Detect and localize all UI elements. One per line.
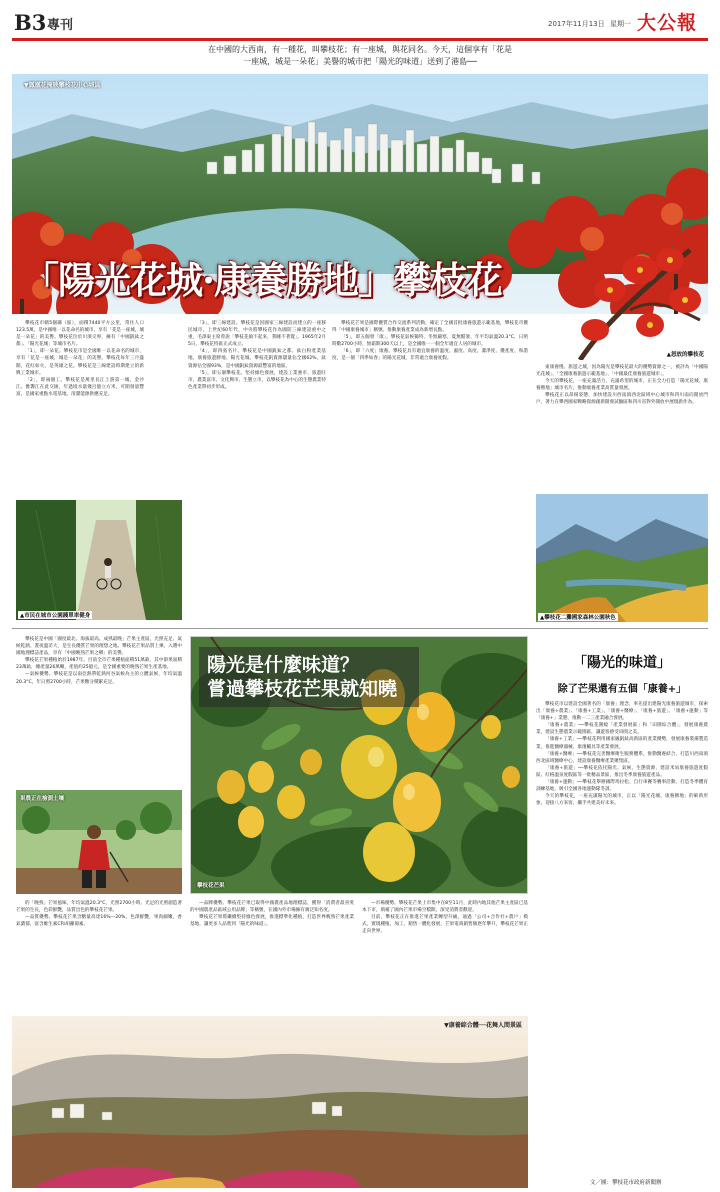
page-number: B3 — [14, 10, 47, 35]
farmer-illustration — [16, 790, 182, 894]
article-paragraph: 今天的攀枝花，一座充滿活力，充滿希望的城市，正在全力打造「陽光花城、康養勝地」城市名片，推動康養產業高質量發展。 — [536, 379, 708, 392]
article-paragraph: 「3」，即三線建設。攀枝花是因國家三線建設而建立的一座移民城市，上世紀60年代，中央將攀枝花作為國防三線建設重中之重，毛澤東主席曾說「攀枝花搞不起來，我睡不著覺」。1965年2月5日，攀枝花特區正式成立。 — [188, 321, 326, 348]
issue-weekday: 星期一 — [610, 20, 631, 28]
town-caption: ▼康養綜合體──花舞人間景區 — [444, 1022, 522, 1029]
article-paragraph: 「2」，即兩個工。攀枝花是萬里長江上游第一城，金沙江、雅礱江在此交匯，年過境水量幾百億立方米，可開發量豐富，是國家重點水電基地，清潔能源供應充足。 — [16, 377, 144, 397]
flower-photo — [570, 230, 708, 360]
sidebar-paragraph: 「康養+運動」──攀枝花舉辦國際馬拉松、自行車賽等賽事活動，打造冬季體育訓練基地，吸引全國各地運動隊冬訓。 — [536, 780, 708, 793]
sidebar-paragraph: 「康養+旅遊」──攀枝花依托陽光、氣候、生態資源，建設米易康養旅遊度假區、紅格溫泉度假區等一批精品景區，推出冬季康養旅遊產品。 — [536, 765, 708, 778]
article-paragraph: 攀枝花芒果是國際優質合作交流系列活動，確定了全國首批康養旅遊示範基地，攀枝花市獲得「中國康養城市」稱號。推動康養產業成為新增長點。 — [332, 321, 528, 334]
article-column-1 — [16, 320, 144, 510]
sidebar-paragraph: 「康養+農業」──攀枝花圍繞「產業發展區」和「田園綜合體」，發展康養農業，建設生態農業示範園區，讓遊客感受田園之美。 — [536, 723, 708, 736]
page-header — [0, 0, 720, 40]
sidebar-paragraph: 攀枝花市以建設全國著名的「康養」理念，率先提出建陽光康養旅遊城市，探索出「康養+農業」、「康養+工業」、「康養+醫療」、「康養+旅遊」、「康養+運動」等「康養+」業態，推動一二三產業融合發展。 — [536, 702, 708, 722]
autumn-park-illustration — [536, 494, 708, 622]
newspaper-logo: 大公報 — [637, 12, 698, 34]
article-paragraph: 「1」，即一朵花。攀枝花市是全國唯一以花命名的城市，享有「花是一座城，城是一朵花」的美譽。攀枝花每年三月盛開，花紅如火，是英雄之花。攀枝花是三線建設時期建立的新興工業城市。 — [16, 349, 144, 376]
farmer-photo — [16, 790, 182, 894]
intro-text — [190, 44, 530, 68]
mango-photo — [190, 636, 528, 894]
hero-caption: ▼鳳凰花掩映攀枝花中心城區 — [24, 82, 101, 89]
article-paragraph: 的「晚熟」芒果風味，年均氣溫20.3°C，光照2700小時。光足的光照創造著芒果的生長，色彩鮮艷，品質出色的攀枝花芒果。 — [16, 901, 182, 914]
sidebar-box — [536, 636, 708, 1192]
article-paragraph: 目前，攀枝花正在推進芒果產業轉型升級，通過「公司+合作社+農戶」模式，實現種植、加工、銷售一體化發展，芒果電商銷售額逐年攀升，攀枝花芒果正走向世界。 — [362, 915, 528, 935]
forest-park-photo — [536, 494, 708, 622]
article-paragraph: 攀枝花芒果種植始於1987年。目前全市芒果種植面積51萬畝，其中掛果面積23萬畝，總產量26萬噸，產值約25億元，是全國重要的晚熟芒果生產基地。 — [16, 658, 182, 671]
intro-line-2: 一座城，城是一朵花」美譽的城市把「陽光的味道」送到了港島── — [243, 57, 477, 66]
mango-article-bottom-3 — [362, 900, 528, 1012]
sidebar-body — [536, 701, 708, 1141]
park-cyclist-illustration — [16, 500, 182, 620]
town-landscape-illustration — [12, 1016, 528, 1188]
sidebar-title: 「陽光的味道」 — [573, 655, 671, 671]
article-paragraph: 攀枝花正以昂揚姿態，加快建設川西南滇西北區域中心城市和四川南向開放門戶，著力在攀西國家戰略資源創新開發試驗區和四川省對外開放中展現新作為。 — [536, 393, 708, 406]
town-landscape-photo — [12, 1016, 528, 1188]
issue-date: 2017年11月13日 — [548, 20, 605, 28]
mango-article-bottom-1 — [16, 900, 182, 1012]
article-paragraph: 攀枝花市轄5個縣（區），面積7440平方公里，常住人口123.5萬，是中國唯一以花命名的城市，享有「花是一座城，城是一朵花」的美譽。攀枝花位於川滇交界，擁有「中國釩鈦之都」、「陽光花城」等城市名片。 — [16, 321, 144, 348]
article-paragraph: 攀枝花芒果將繼續堅持綠色發展，推進標準化種植，打造世界晚熟芒果產業基地，讓更多人品嘗到「陽光的味道」。 — [190, 915, 354, 928]
forest-park-caption: ▲攀枝花二灘國家森林公園秋色 — [540, 615, 616, 621]
article-paragraph: 攀枝花是中國「國度最北、海拔最高、成熟最晚」芒果主產區，光照充足、氣候乾熱、晝夜溫差大，是生長優質芒果的理想之地。攀枝花芒果品質上乘，入選中國地理標誌產品，享有「中國晚熟芒果之鄉」的美譽。 — [16, 637, 182, 657]
cyclist-photo — [16, 500, 182, 620]
kapok-flower-illustration — [570, 230, 708, 360]
cyclist-caption: ▲市民在城市公園踐單車健身 — [20, 613, 91, 619]
article-paragraph: 東康養慢、旅遊之城，因為陽光是攀枝花最大的優勢資源之一，被評為「中國陽光花城」、「全國康養旅遊示範基地」、「中國最佳康養旅遊城市」。 — [536, 365, 708, 378]
photo-credit: 文／圖：攀枝花市政府新聞辦 — [590, 1180, 662, 1186]
article-paragraph: —品質優勢。攀枝花芒果含糖量高達16%—20%，色澤鮮艷，果肉細嫩，香氣濃郁，富含維生素C和胡蘿蔔素。 — [16, 915, 182, 928]
mango-caption: 攀枝花芒果 — [197, 883, 225, 889]
article-paragraph: 「5」，即五個發「康」。攀枝花氣候獨特，冬無嚴寒，夏無酷暑，年平均氣溫20.3°C，日照時數2700小時，無霜期300天以上，是全國唯一一個全年適宜人居的城市。 — [332, 335, 528, 348]
sidebar-paragraph: 「康養+醫療」──攀枝花完善醫療衛生服務體系，推動醫養結合，打造川西南滇西北區域醫療中心，建設康養醫療產業聚集區。 — [536, 751, 708, 764]
article-column-4 — [536, 364, 708, 488]
article-column-3 — [332, 320, 528, 622]
article-column-2 — [188, 320, 326, 622]
mango-banner-line-2: 嘗過攀枝花芒果就知曉 — [207, 678, 398, 700]
article-paragraph: —氣候優勢。攀枝花是以南亞熱帶乾熱河谷氣候為主的立體氣候，年均氣溫20.3°C，年日照2700小時，芒果糖分積累充足。 — [16, 672, 182, 685]
sidebar-paragraph: 「康養+工業」──攀枝花利用國家級釩鈦高新區的產業優勢，發展康養裝備製造業，推進醫療器械、康復輔具等產業發展。 — [536, 737, 708, 750]
header-rule — [12, 38, 708, 41]
main-headline: 「陽光花城·康養勝地」攀枝花 — [22, 258, 502, 302]
mango-banner — [199, 647, 419, 707]
section-divider — [12, 628, 708, 629]
article-paragraph: 「5」，即五個攀枝花。堅持綠色發展，建設工業強市、旅遊旺市、農業富市、文化興市、生態立市，以攀枝花為中心的生態農業特色產業帶初步形成。 — [188, 370, 326, 390]
article-paragraph: —品牌優勢。攀枝花芒果已取得中國農產品地理標誌，獲得「消費者最喜愛的中國農產品區域公用品牌」等稱號，在國內外市場擁有廣泛知名度。 — [190, 901, 354, 914]
flower-caption: ▲怒放的攀枝花 — [666, 352, 704, 358]
mango-banner-line-1: 陽光是什麼味道？ — [207, 654, 360, 676]
mango-article-left — [16, 636, 182, 786]
sidebar-paragraph: 今天的攀枝花，一座充滿陽光的城市，正以「陽光花城、康養勝地」的嶄新形象，迎接八方來客，攜手共建美好未來。 — [536, 794, 708, 807]
farmer-caption: 果農正在檢測土壤 — [20, 796, 65, 802]
article-paragraph: 「4」，即四張名片。攀枝花是中國釩鈦之都、鈦白粉產業基地、康養旅遊勝地、陽光花城。攀枝花釩資源儲量佔全國62%，鈦資源佔全國93%，是中國釩鈦資源最豐富的地區。 — [188, 349, 326, 369]
article-paragraph: —市場優勢。攀枝花芒果上市集中在8至11月，此時內地其他芒果主產區已基本下市，填補了國內芒果市場空檔期，深受消費者歡迎。 — [362, 901, 528, 914]
intro-line-1: 在中國的大西南，有一種花，叫攀枝花；有一座城，與花同名。今天，這個享有「花是 — [208, 45, 512, 54]
mango-article-bottom-2 — [190, 900, 354, 1012]
section-label: 專刊 — [47, 18, 74, 33]
article-paragraph: 「6」，即「六度」康養。攀枝花具有適宜康養的溫度、濕度、高度、潔淨度、優產度、和諧度，是一個「四季如春」的陽光花城，非常適合康養度假。 — [332, 349, 528, 362]
sidebar-subtitle: 除了芒果還有五個「康養+」 — [557, 684, 687, 695]
